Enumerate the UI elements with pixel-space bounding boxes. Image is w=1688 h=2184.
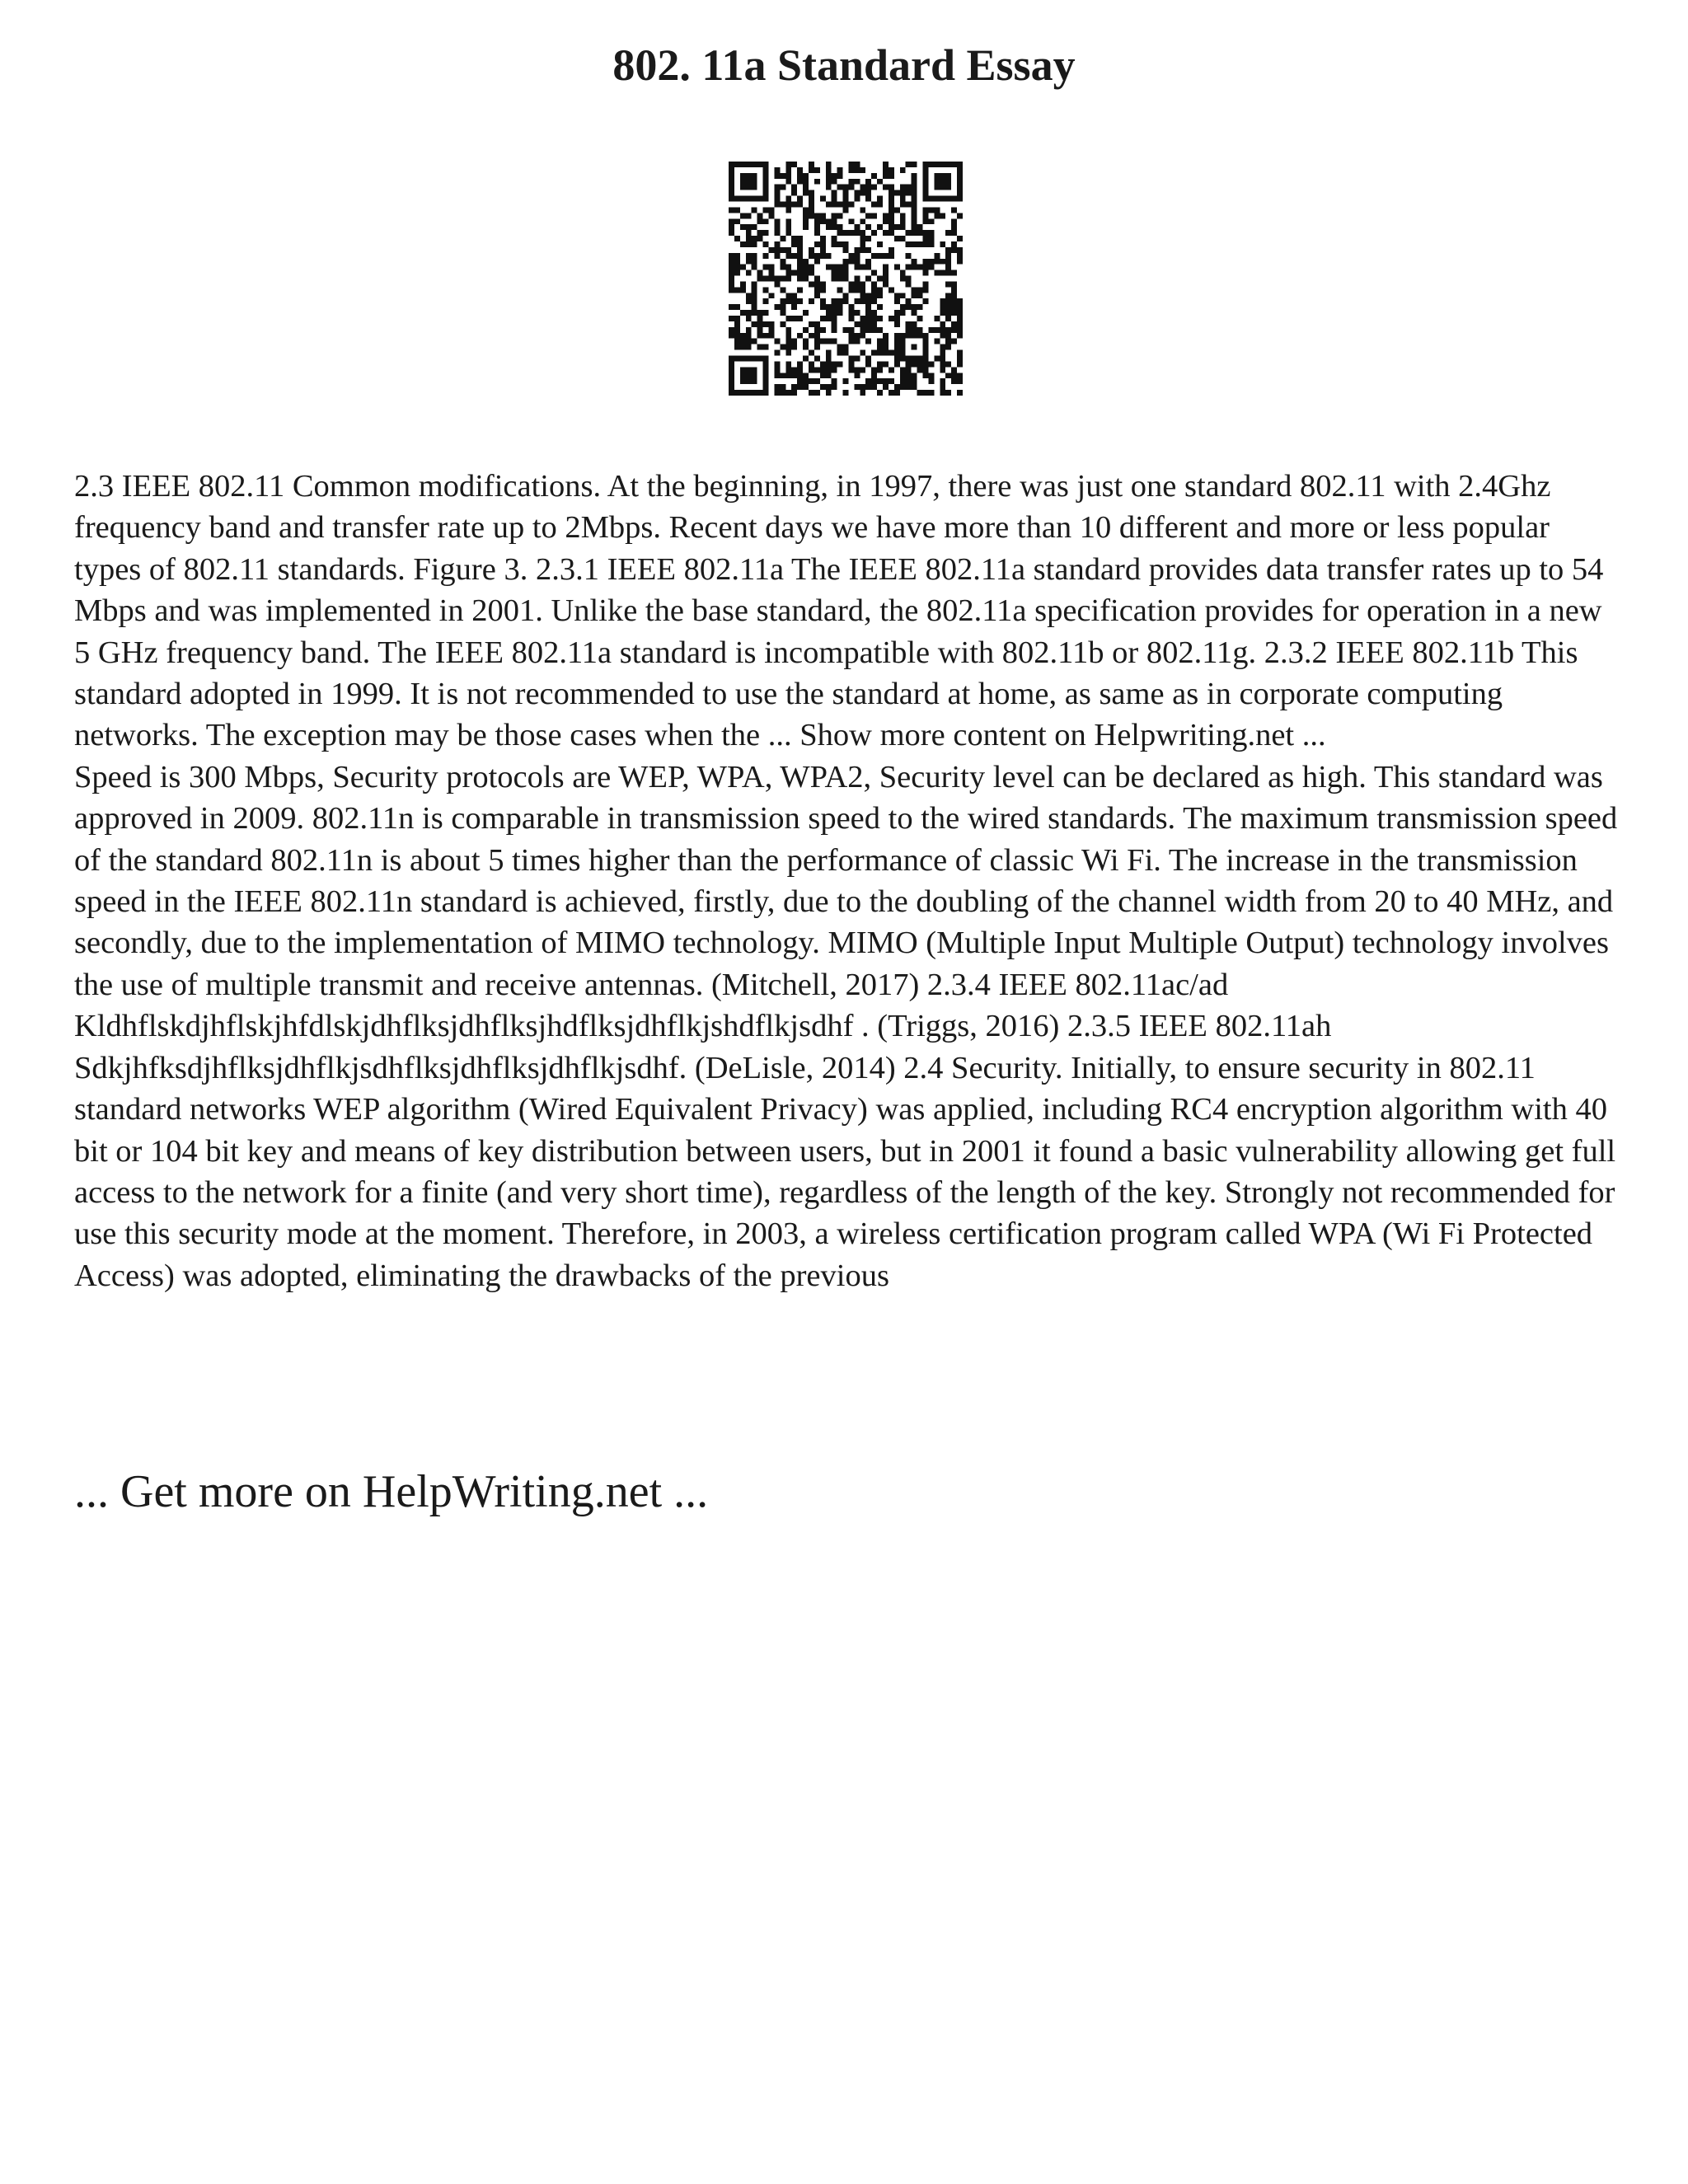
essay-paragraph: 2.3 IEEE 802.11 Common modifications. At the beginning, in 1997, there was just one standard 802.11 with 2.4Ghz frequency band and transfer rate up to 2Mbps. Recent days we have more than 10 different and more or less popular types of 802.11 standards. Figure 3. 2.3.1 IEEE 802.11a The IEEE 802.11a standard provides data transfer rates up to 54 Mbps and was implemented in 2001. Unlike the base standard, the 802.11a specification provides for operation in a new 5 GHz frequency band. The IEEE 802.11a standard is incompatible with 802.11b or 802.11g. 2.3.2 IEEE 802.11b This standard adopted in 1999. It is not recommended to use the standard at home, as same as in corporate computing networks. The exception may be those cases when the ... Show more content on Helpwriting.net ...: [74, 469, 1604, 753]
essay-paragraph: Speed is 300 Mbps, Security protocols are WEP, WPA, WPA2, Security level can be declared as high. This standard was approved in 2009. 802.11n is comparable in transmission speed to the wired standards. The maximum transmission speed of the standard 802.11n is about 5 times higher than the performance of classic Wi Fi. The increase in the transmission speed in the IEEE 802.11n standard is achieved, firstly, due to the doubling of the channel width from 20 to 40 MHz, and secondly, due to the implementation of MIMO technology. MIMO (Multiple Input Multiple Output) technology involves the use of multiple transmit and receive antennas. (Mitchell, 2017) 2.3.4 IEEE 802.11ac/ad Kldhflskdjhflskjhfdlskjdhflksjdhflksjhdflksjdhflkjshdflkjsdhf . (Triggs, 2016) 2.3.5 IEEE 802.11ah Sdkjhfksdjhflksjdhflkjsdhflksjdhflksjdhflkjsdhf. (DeLisle, 2014) 2.4 Security. Initially, to ensure security in 802.11 standard networks WEP algorithm (Wired Equivalent Privacy) was applied, including RC4 encryption algorithm with 40 bit or 104 bit key and means of key distribution between users, but in 2001 it found a basic vulnerability allowing get full access to the network for a finite (and very short time), regardless of the length of the key. Strongly not recommended for use this security mode at the moment. Therefore, in 2003, a wireless certification program called WPA (Wi Fi Protected Access) was adopted, eliminating the drawbacks of the previous: [74, 759, 1618, 1293]
qr-code-icon: [729, 162, 963, 396]
get-more-link[interactable]: ... Get more on HelpWriting.net ...: [74, 1466, 709, 1517]
page-title: 802. 11a Standard Essay: [612, 40, 1076, 90]
essay-body: [74, 466, 1624, 1296]
